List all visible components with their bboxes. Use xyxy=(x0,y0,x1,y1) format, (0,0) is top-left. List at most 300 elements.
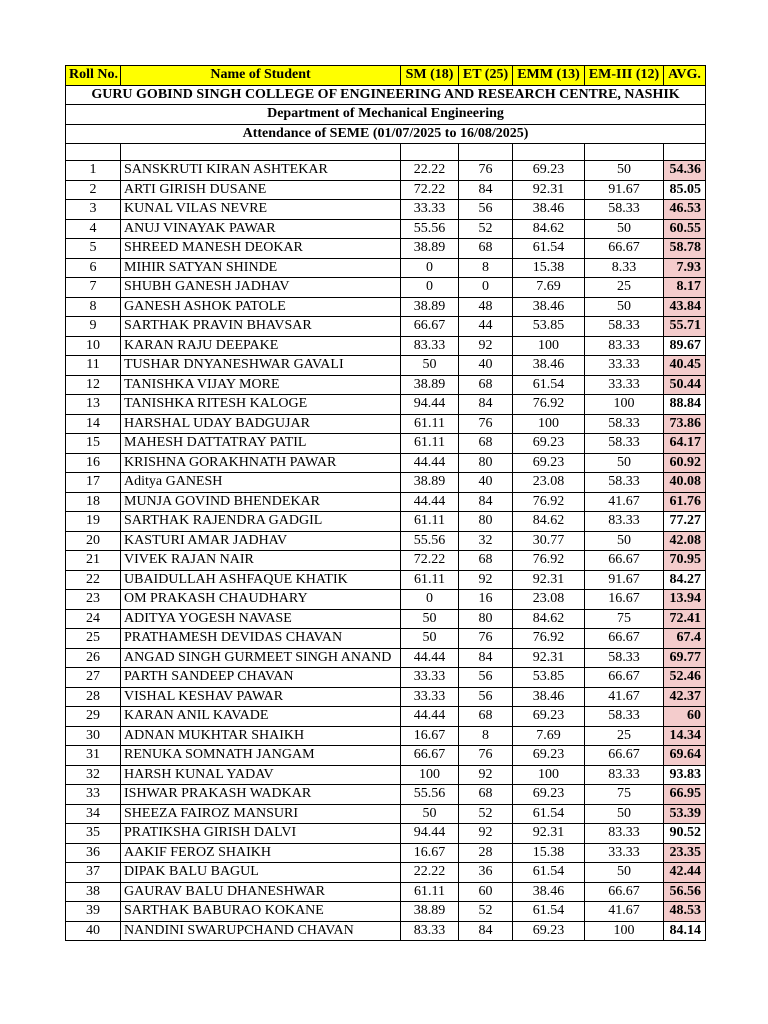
table-row xyxy=(66,921,706,941)
table-row xyxy=(66,863,706,883)
student-name-cell: ARTI GIRISH DUSANE xyxy=(121,180,401,200)
emm-cell: 38.46 xyxy=(513,297,585,317)
emm-cell: 84.62 xyxy=(513,609,585,629)
em3-cell: 33.33 xyxy=(585,375,664,395)
et-cell: 68 xyxy=(459,434,513,454)
roll-no-cell: 38 xyxy=(66,882,121,902)
roll-no-cell: 33 xyxy=(66,785,121,805)
student-name-cell: KRISHNA GORAKHNATH PAWAR xyxy=(121,453,401,473)
avg-cell: 70.95 xyxy=(664,551,706,571)
roll-no-cell: 3 xyxy=(66,200,121,220)
et-cell: 52 xyxy=(459,902,513,922)
emm-cell: 69.23 xyxy=(513,746,585,766)
roll-no-cell: 18 xyxy=(66,492,121,512)
et-cell: 84 xyxy=(459,395,513,415)
et-cell: 0 xyxy=(459,278,513,298)
student-name-cell: KARAN RAJU DEEPAKE xyxy=(121,336,401,356)
roll-no-cell: 15 xyxy=(66,434,121,454)
table-row xyxy=(66,414,706,434)
et-cell: 84 xyxy=(459,180,513,200)
et-cell: 80 xyxy=(459,512,513,532)
et-cell: 84 xyxy=(459,921,513,941)
avg-cell: 66.95 xyxy=(664,785,706,805)
table-row xyxy=(66,570,706,590)
em3-cell: 100 xyxy=(585,395,664,415)
avg-cell: 88.84 xyxy=(664,395,706,415)
emm-cell: 92.31 xyxy=(513,648,585,668)
avg-cell: 61.76 xyxy=(664,492,706,512)
em3-cell: 41.67 xyxy=(585,687,664,707)
emm-cell: 100 xyxy=(513,765,585,785)
table-row xyxy=(66,180,706,200)
avg-cell: 46.53 xyxy=(664,200,706,220)
roll-no-cell: 32 xyxy=(66,765,121,785)
avg-cell: 23.35 xyxy=(664,843,706,863)
em3-cell: 83.33 xyxy=(585,824,664,844)
student-name-cell: SHUBH GANESH JADHAV xyxy=(121,278,401,298)
student-name-cell: ADITYA YOGESH NAVASE xyxy=(121,609,401,629)
avg-cell: 77.27 xyxy=(664,512,706,532)
emm-cell: 76.92 xyxy=(513,551,585,571)
et-cell: 36 xyxy=(459,863,513,883)
em3-cell: 66.67 xyxy=(585,746,664,766)
em3-cell: 58.33 xyxy=(585,414,664,434)
sm-cell: 38.89 xyxy=(401,239,459,259)
et-cell: 76 xyxy=(459,746,513,766)
roll-no-cell: 25 xyxy=(66,629,121,649)
roll-no-cell: 34 xyxy=(66,804,121,824)
emm-cell: 7.69 xyxy=(513,278,585,298)
student-name-cell: PRATHAMESH DEVIDAS CHAVAN xyxy=(121,629,401,649)
student-name-cell: KARAN ANIL KAVADE xyxy=(121,707,401,727)
header-em3: EM-III (12) xyxy=(585,66,664,86)
emm-cell: 100 xyxy=(513,414,585,434)
emm-cell: 76.92 xyxy=(513,492,585,512)
roll-no-cell: 39 xyxy=(66,902,121,922)
avg-cell: 69.64 xyxy=(664,746,706,766)
et-cell: 68 xyxy=(459,375,513,395)
student-name-cell: MIHIR SATYAN SHINDE xyxy=(121,258,401,278)
sm-cell: 0 xyxy=(401,258,459,278)
table-row xyxy=(66,785,706,805)
roll-no-cell: 5 xyxy=(66,239,121,259)
avg-cell: 40.45 xyxy=(664,356,706,376)
student-name-cell: ISHWAR PRAKASH WADKAR xyxy=(121,785,401,805)
roll-no-cell: 12 xyxy=(66,375,121,395)
et-cell: 92 xyxy=(459,336,513,356)
roll-no-cell: 23 xyxy=(66,590,121,610)
table-row xyxy=(66,804,706,824)
sm-cell: 83.33 xyxy=(401,921,459,941)
avg-cell: 89.67 xyxy=(664,336,706,356)
emm-cell: 92.31 xyxy=(513,824,585,844)
table-row xyxy=(66,609,706,629)
table-row xyxy=(66,258,706,278)
student-name-cell: ANGAD SINGH GURMEET SINGH ANAND xyxy=(121,648,401,668)
em3-cell: 83.33 xyxy=(585,336,664,356)
em3-cell: 33.33 xyxy=(585,843,664,863)
emm-cell: 53.85 xyxy=(513,317,585,337)
emm-cell: 61.54 xyxy=(513,863,585,883)
emm-cell: 100 xyxy=(513,336,585,356)
blank-row xyxy=(66,144,706,161)
emm-cell: 69.23 xyxy=(513,161,585,181)
table-row xyxy=(66,161,706,181)
em3-cell: 25 xyxy=(585,278,664,298)
student-name-cell: HARSH KUNAL YADAV xyxy=(121,765,401,785)
emm-cell: 61.54 xyxy=(513,902,585,922)
emm-cell: 61.54 xyxy=(513,375,585,395)
roll-no-cell: 28 xyxy=(66,687,121,707)
avg-cell: 93.83 xyxy=(664,765,706,785)
avg-cell: 53.39 xyxy=(664,804,706,824)
roll-no-cell: 8 xyxy=(66,297,121,317)
avg-cell: 48.53 xyxy=(664,902,706,922)
student-name-cell: SARTHAK BABURAO KOKANE xyxy=(121,902,401,922)
em3-cell: 75 xyxy=(585,785,664,805)
et-cell: 80 xyxy=(459,453,513,473)
em3-cell: 58.33 xyxy=(585,648,664,668)
sm-cell: 44.44 xyxy=(401,453,459,473)
attendance-table xyxy=(65,65,706,941)
column-header-row xyxy=(66,66,706,86)
em3-cell: 75 xyxy=(585,609,664,629)
em3-cell: 66.67 xyxy=(585,551,664,571)
table-row xyxy=(66,531,706,551)
avg-cell: 73.86 xyxy=(664,414,706,434)
emm-cell: 38.46 xyxy=(513,687,585,707)
sm-cell: 38.89 xyxy=(401,902,459,922)
sm-cell: 61.11 xyxy=(401,570,459,590)
emm-cell: 61.54 xyxy=(513,804,585,824)
roll-no-cell: 9 xyxy=(66,317,121,337)
sm-cell: 66.67 xyxy=(401,317,459,337)
student-name-cell: OM PRAKASH CHAUDHARY xyxy=(121,590,401,610)
student-name-cell: GANESH ASHOK PATOLE xyxy=(121,297,401,317)
roll-no-cell: 24 xyxy=(66,609,121,629)
em3-cell: 58.33 xyxy=(585,200,664,220)
avg-cell: 60.55 xyxy=(664,219,706,239)
table-row xyxy=(66,375,706,395)
et-cell: 28 xyxy=(459,843,513,863)
et-cell: 16 xyxy=(459,590,513,610)
table-row xyxy=(66,765,706,785)
avg-cell: 64.17 xyxy=(664,434,706,454)
avg-cell: 60.92 xyxy=(664,453,706,473)
student-name-cell: MAHESH DATTATRAY PATIL xyxy=(121,434,401,454)
et-cell: 68 xyxy=(459,551,513,571)
table-row xyxy=(66,395,706,415)
emm-cell: 69.23 xyxy=(513,434,585,454)
table-row xyxy=(66,219,706,239)
em3-cell: 100 xyxy=(585,921,664,941)
avg-cell: 85.05 xyxy=(664,180,706,200)
em3-cell: 50 xyxy=(585,161,664,181)
em3-cell: 50 xyxy=(585,863,664,883)
sm-cell: 61.11 xyxy=(401,414,459,434)
et-cell: 84 xyxy=(459,492,513,512)
header-sm: SM (18) xyxy=(401,66,459,86)
roll-no-cell: 29 xyxy=(66,707,121,727)
table-row xyxy=(66,551,706,571)
header-emm: EMM (13) xyxy=(513,66,585,86)
emm-cell: 23.08 xyxy=(513,590,585,610)
emm-cell: 92.31 xyxy=(513,570,585,590)
sm-cell: 72.22 xyxy=(401,180,459,200)
sm-cell: 100 xyxy=(401,765,459,785)
et-cell: 56 xyxy=(459,687,513,707)
avg-cell: 43.84 xyxy=(664,297,706,317)
emm-cell: 76.92 xyxy=(513,395,585,415)
student-name-cell: PARTH SANDEEP CHAVAN xyxy=(121,668,401,688)
em3-cell: 66.67 xyxy=(585,882,664,902)
sm-cell: 16.67 xyxy=(401,843,459,863)
em3-cell: 50 xyxy=(585,453,664,473)
emm-cell: 69.23 xyxy=(513,707,585,727)
sm-cell: 22.22 xyxy=(401,161,459,181)
et-cell: 76 xyxy=(459,629,513,649)
sm-cell: 38.89 xyxy=(401,375,459,395)
table-row xyxy=(66,434,706,454)
student-name-cell: GAURAV BALU DHANESHWAR xyxy=(121,882,401,902)
department-name: Department of Mechanical Engineering xyxy=(66,105,706,125)
em3-cell: 58.33 xyxy=(585,707,664,727)
et-cell: 76 xyxy=(459,414,513,434)
roll-no-cell: 30 xyxy=(66,726,121,746)
table-row xyxy=(66,297,706,317)
student-name-cell: ADNAN MUKHTAR SHAIKH xyxy=(121,726,401,746)
em3-cell: 25 xyxy=(585,726,664,746)
avg-cell: 90.52 xyxy=(664,824,706,844)
em3-cell: 83.33 xyxy=(585,512,664,532)
em3-cell: 50 xyxy=(585,804,664,824)
table-row xyxy=(66,882,706,902)
avg-cell: 8.17 xyxy=(664,278,706,298)
roll-no-cell: 13 xyxy=(66,395,121,415)
em3-cell: 50 xyxy=(585,531,664,551)
student-name-cell: SARTHAK RAJENDRA GADGIL xyxy=(121,512,401,532)
student-name-cell: TANISHKA RITESH KALOGE xyxy=(121,395,401,415)
em3-cell: 66.67 xyxy=(585,629,664,649)
em3-cell: 58.33 xyxy=(585,434,664,454)
sm-cell: 50 xyxy=(401,609,459,629)
em3-cell: 33.33 xyxy=(585,356,664,376)
emm-cell: 69.23 xyxy=(513,785,585,805)
student-name-cell: RENUKA SOMNATH JANGAM xyxy=(121,746,401,766)
sm-cell: 16.67 xyxy=(401,726,459,746)
emm-cell: 76.92 xyxy=(513,629,585,649)
sm-cell: 33.33 xyxy=(401,687,459,707)
et-cell: 92 xyxy=(459,824,513,844)
et-cell: 68 xyxy=(459,707,513,727)
em3-cell: 91.67 xyxy=(585,570,664,590)
student-name-cell: VIVEK RAJAN NAIR xyxy=(121,551,401,571)
table-row xyxy=(66,687,706,707)
header-student-name: Name of Student xyxy=(121,66,401,86)
et-cell: 8 xyxy=(459,726,513,746)
sm-cell: 72.22 xyxy=(401,551,459,571)
et-cell: 52 xyxy=(459,804,513,824)
student-name-cell: KASTURI AMAR JADHAV xyxy=(121,531,401,551)
sm-cell: 22.22 xyxy=(401,863,459,883)
sm-cell: 55.56 xyxy=(401,785,459,805)
roll-no-cell: 36 xyxy=(66,843,121,863)
em3-cell: 41.67 xyxy=(585,492,664,512)
table-row xyxy=(66,453,706,473)
roll-no-cell: 31 xyxy=(66,746,121,766)
em3-cell: 66.67 xyxy=(585,239,664,259)
et-cell: 68 xyxy=(459,239,513,259)
student-name-cell: SHEEZA FAIROZ MANSURI xyxy=(121,804,401,824)
avg-cell: 42.37 xyxy=(664,687,706,707)
college-name: GURU GOBIND SINGH COLLEGE OF ENGINEERING AND RESEARCH CENTRE, NASHIK xyxy=(66,85,706,105)
student-name-cell: UBAIDULLAH ASHFAQUE KHATIK xyxy=(121,570,401,590)
table-row xyxy=(66,824,706,844)
table-row xyxy=(66,512,706,532)
em3-cell: 58.33 xyxy=(585,317,664,337)
em3-cell: 8.33 xyxy=(585,258,664,278)
sm-cell: 61.11 xyxy=(401,882,459,902)
table-row xyxy=(66,843,706,863)
roll-no-cell: 1 xyxy=(66,161,121,181)
roll-no-cell: 19 xyxy=(66,512,121,532)
table-row xyxy=(66,726,706,746)
emm-cell: 84.62 xyxy=(513,512,585,532)
roll-no-cell: 21 xyxy=(66,551,121,571)
et-cell: 44 xyxy=(459,317,513,337)
avg-cell: 55.71 xyxy=(664,317,706,337)
et-cell: 92 xyxy=(459,570,513,590)
sm-cell: 66.67 xyxy=(401,746,459,766)
roll-no-cell: 26 xyxy=(66,648,121,668)
sm-cell: 94.44 xyxy=(401,395,459,415)
student-name-cell: VISHAL KESHAV PAWAR xyxy=(121,687,401,707)
student-rows xyxy=(66,161,706,941)
emm-cell: 38.46 xyxy=(513,356,585,376)
em3-cell: 58.33 xyxy=(585,473,664,493)
avg-cell: 69.77 xyxy=(664,648,706,668)
em3-cell: 16.67 xyxy=(585,590,664,610)
table-row xyxy=(66,200,706,220)
student-name-cell: ANUJ VINAYAK PAWAR xyxy=(121,219,401,239)
et-cell: 52 xyxy=(459,219,513,239)
emm-cell: 69.23 xyxy=(513,921,585,941)
avg-cell: 42.08 xyxy=(664,531,706,551)
emm-cell: 7.69 xyxy=(513,726,585,746)
student-name-cell: SANSKRUTI KIRAN ASHTEKAR xyxy=(121,161,401,181)
sm-cell: 61.11 xyxy=(401,512,459,532)
header-roll-no: Roll No. xyxy=(66,66,121,86)
emm-cell: 53.85 xyxy=(513,668,585,688)
et-cell: 48 xyxy=(459,297,513,317)
avg-cell: 7.93 xyxy=(664,258,706,278)
table-row xyxy=(66,492,706,512)
emm-cell: 38.46 xyxy=(513,882,585,902)
table-row xyxy=(66,629,706,649)
roll-no-cell: 27 xyxy=(66,668,121,688)
et-cell: 68 xyxy=(459,785,513,805)
emm-cell: 15.38 xyxy=(513,258,585,278)
et-cell: 40 xyxy=(459,356,513,376)
roll-no-cell: 4 xyxy=(66,219,121,239)
et-cell: 40 xyxy=(459,473,513,493)
em3-cell: 83.33 xyxy=(585,765,664,785)
em3-cell: 50 xyxy=(585,297,664,317)
sm-cell: 50 xyxy=(401,804,459,824)
roll-no-cell: 11 xyxy=(66,356,121,376)
table-row xyxy=(66,648,706,668)
roll-no-cell: 37 xyxy=(66,863,121,883)
roll-no-cell: 40 xyxy=(66,921,121,941)
student-name-cell: SARTHAK PRAVIN BHAVSAR xyxy=(121,317,401,337)
avg-cell: 67.4 xyxy=(664,629,706,649)
emm-cell: 38.46 xyxy=(513,200,585,220)
sm-cell: 61.11 xyxy=(401,434,459,454)
sm-cell: 33.33 xyxy=(401,668,459,688)
student-name-cell: TANISHKA VIJAY MORE xyxy=(121,375,401,395)
sm-cell: 83.33 xyxy=(401,336,459,356)
emm-cell: 15.38 xyxy=(513,843,585,863)
sm-cell: 55.56 xyxy=(401,219,459,239)
avg-cell: 13.94 xyxy=(664,590,706,610)
em3-cell: 91.67 xyxy=(585,180,664,200)
sm-cell: 0 xyxy=(401,278,459,298)
avg-cell: 60 xyxy=(664,707,706,727)
roll-no-cell: 22 xyxy=(66,570,121,590)
avg-cell: 84.14 xyxy=(664,921,706,941)
avg-cell: 42.44 xyxy=(664,863,706,883)
et-cell: 56 xyxy=(459,200,513,220)
roll-no-cell: 6 xyxy=(66,258,121,278)
student-name-cell: AAKIF FEROZ SHAIKH xyxy=(121,843,401,863)
student-name-cell: Aditya GANESH xyxy=(121,473,401,493)
roll-no-cell: 35 xyxy=(66,824,121,844)
table-row xyxy=(66,356,706,376)
roll-no-cell: 2 xyxy=(66,180,121,200)
emm-cell: 61.54 xyxy=(513,239,585,259)
sm-cell: 44.44 xyxy=(401,492,459,512)
avg-cell: 72.41 xyxy=(664,609,706,629)
emm-cell: 92.31 xyxy=(513,180,585,200)
avg-cell: 50.44 xyxy=(664,375,706,395)
sm-cell: 38.89 xyxy=(401,473,459,493)
sm-cell: 50 xyxy=(401,356,459,376)
sm-cell: 94.44 xyxy=(401,824,459,844)
et-cell: 80 xyxy=(459,609,513,629)
avg-cell: 56.56 xyxy=(664,882,706,902)
table-row xyxy=(66,746,706,766)
student-name-cell: SHREED MANESH DEOKAR xyxy=(121,239,401,259)
student-name-cell: NANDINI SWARUPCHAND CHAVAN xyxy=(121,921,401,941)
roll-no-cell: 20 xyxy=(66,531,121,551)
sm-cell: 38.89 xyxy=(401,297,459,317)
avg-cell: 84.27 xyxy=(664,570,706,590)
table-row xyxy=(66,239,706,259)
table-row xyxy=(66,336,706,356)
student-name-cell: DIPAK BALU BAGUL xyxy=(121,863,401,883)
et-cell: 92 xyxy=(459,765,513,785)
sm-cell: 55.56 xyxy=(401,531,459,551)
attendance-title: Attendance of SEME (01/07/2025 to 16/08/2025) xyxy=(66,124,706,144)
sm-cell: 0 xyxy=(401,590,459,610)
et-cell: 60 xyxy=(459,882,513,902)
attendance-sheet xyxy=(65,65,705,941)
header-et: ET (25) xyxy=(459,66,513,86)
sm-cell: 50 xyxy=(401,629,459,649)
student-name-cell: PRATIKSHA GIRISH DALVI xyxy=(121,824,401,844)
em3-cell: 66.67 xyxy=(585,668,664,688)
em3-cell: 50 xyxy=(585,219,664,239)
